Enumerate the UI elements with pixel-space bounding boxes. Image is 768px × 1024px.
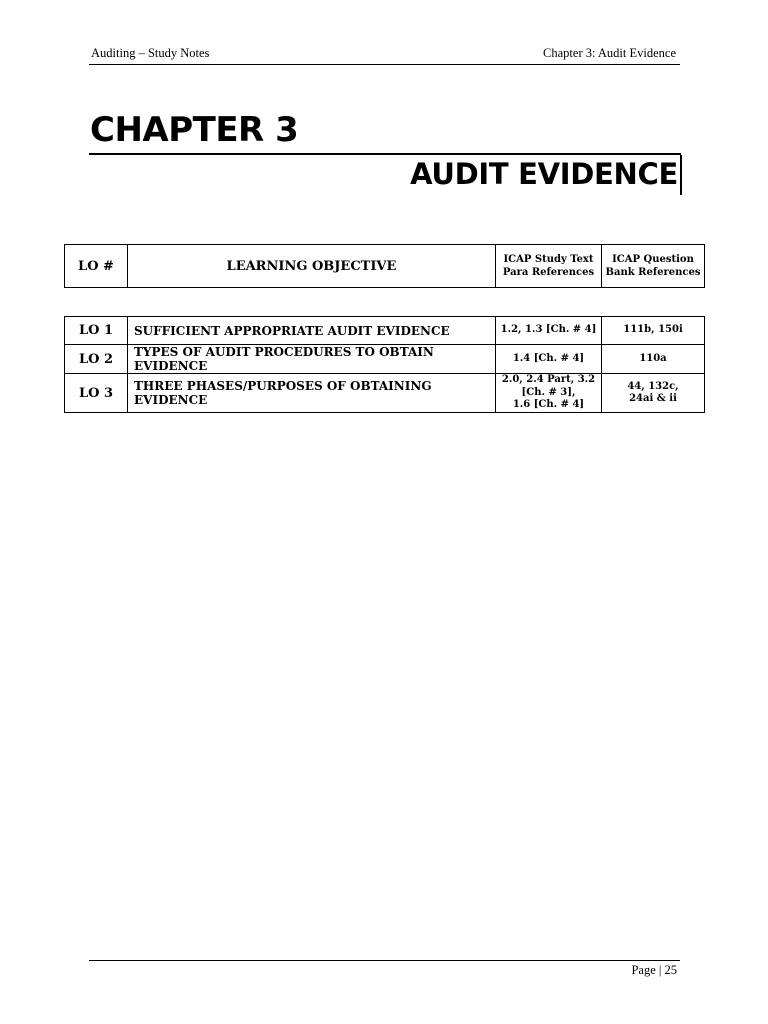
page-number: Page | 25 [631,963,677,977]
header-objective: LEARNING OBJECTIVE [128,245,496,288]
header-lo: LO # [65,245,128,288]
lo-objective: TYPES OF AUDIT PROCEDURES TO OBTAIN EVIDENCE [128,345,496,374]
lo-question-bank-ref: 111b, 150i [602,317,705,345]
header-question-bank: ICAP Question Bank References [602,245,705,288]
chapter-number: CHAPTER 3 [90,110,299,150]
lo-number: LO 1 [65,317,128,345]
learning-objectives-header-table [64,244,705,288]
header-study-text: ICAP Study Text Para References [496,245,602,288]
title-cursor-bar [680,155,682,195]
chapter-divider [89,153,681,155]
table-header-row [65,245,705,288]
lo-study-text-ref: 1.2, 1.3 [Ch. # 4] [496,317,602,345]
lo-number: LO 3 [65,374,128,413]
lo-objective: THREE PHASES/PURPOSES OF OBTAINING EVIDENCE [128,374,496,413]
chapter-title: AUDIT EVIDENCE [410,157,678,191]
table-row [65,374,705,413]
table-row [65,345,705,374]
header-left-text: Auditing – Study Notes [91,46,210,60]
footer-divider [89,960,680,961]
learning-objectives-table [64,316,705,413]
header-right-text: Chapter 3: Audit Evidence [543,46,676,60]
table-row [65,317,705,345]
lo-question-bank-ref: 110a [602,345,705,374]
lo-question-bank-ref: 44, 132c, 24ai & ii [602,374,705,413]
lo-number: LO 2 [65,345,128,374]
lo-study-text-ref: 2.0, 2.4 Part, 3.2 [Ch. # 3], 1.6 [Ch. # 4] [496,374,602,413]
running-header [89,44,680,65]
lo-objective: SUFFICIENT APPROPRIATE AUDIT EVIDENCE [128,317,496,345]
lo-study-text-ref: 1.4 [Ch. # 4] [496,345,602,374]
